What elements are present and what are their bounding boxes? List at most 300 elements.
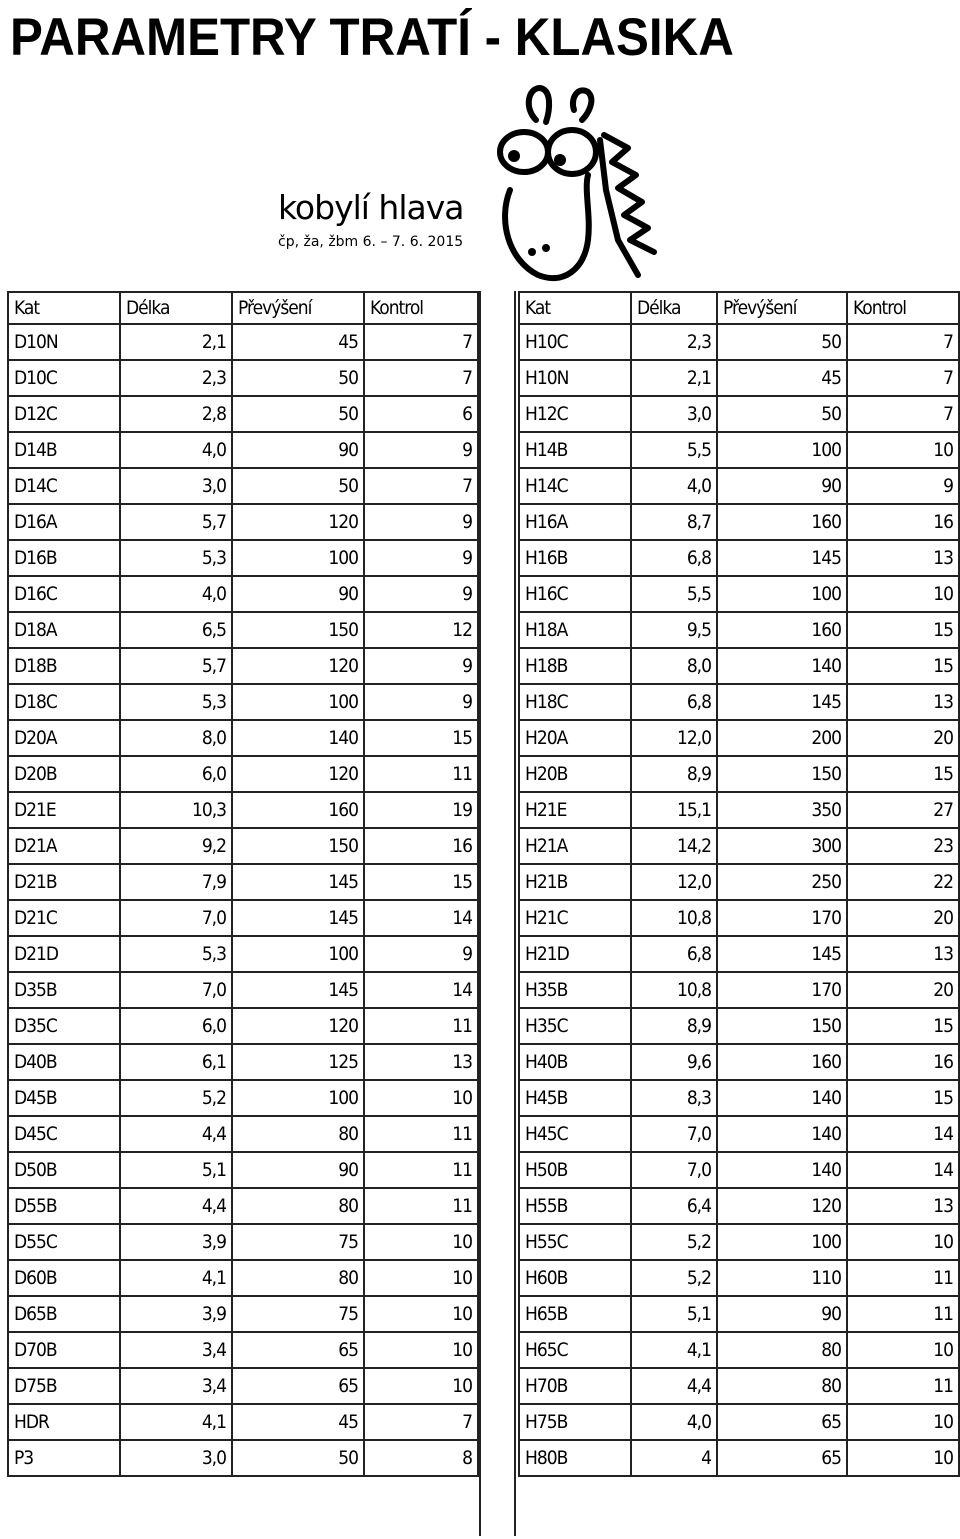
table-cell: 7 bbox=[364, 324, 478, 360]
table-cell: 8 bbox=[364, 1440, 478, 1476]
table-row bbox=[8, 792, 478, 828]
table-cell: 9 bbox=[364, 576, 478, 612]
table-cell: 7,0 bbox=[120, 900, 232, 936]
table-row bbox=[8, 360, 478, 396]
table-cell: 15,1 bbox=[631, 792, 717, 828]
table-cell: H65B bbox=[519, 1296, 631, 1332]
table-cell: 160 bbox=[717, 1044, 847, 1080]
table-cell: 100 bbox=[717, 432, 847, 468]
table-cell: 27 bbox=[847, 792, 959, 828]
table-cell: 5,3 bbox=[120, 684, 232, 720]
table-cell: 10,3 bbox=[120, 792, 232, 828]
table-cell: 9 bbox=[364, 648, 478, 684]
table-row bbox=[519, 1008, 959, 1044]
table-cell: 3,0 bbox=[120, 468, 232, 504]
table-cell: 6,4 bbox=[631, 1188, 717, 1224]
table-cell: 5,7 bbox=[120, 648, 232, 684]
table-cell: 13 bbox=[847, 1188, 959, 1224]
table-cell: 11 bbox=[364, 756, 478, 792]
table-cell: 5,5 bbox=[631, 432, 717, 468]
table-cell: 145 bbox=[717, 936, 847, 972]
table-cell: 5,7 bbox=[120, 504, 232, 540]
table-cell: D70B bbox=[8, 1332, 120, 1368]
table-cell: 4,0 bbox=[631, 468, 717, 504]
table-cell: 125 bbox=[232, 1044, 364, 1080]
table-cell: 200 bbox=[717, 720, 847, 756]
table-cell: H21A bbox=[519, 828, 631, 864]
table-row bbox=[519, 1332, 959, 1368]
table-cell: 65 bbox=[232, 1368, 364, 1404]
table-row bbox=[8, 756, 478, 792]
table-cell: 75 bbox=[232, 1296, 364, 1332]
table-cell: 10 bbox=[847, 432, 959, 468]
table-row bbox=[8, 1152, 478, 1188]
column-header: Převýšení bbox=[717, 292, 847, 324]
table-cell: D45C bbox=[8, 1116, 120, 1152]
column-header: Délka bbox=[631, 292, 717, 324]
table-cell: 2,1 bbox=[631, 360, 717, 396]
table-cell: 15 bbox=[847, 1008, 959, 1044]
table-cell: 10,8 bbox=[631, 972, 717, 1008]
table-cell: H55B bbox=[519, 1188, 631, 1224]
table-cell: H14C bbox=[519, 468, 631, 504]
table-cell: 12,0 bbox=[631, 864, 717, 900]
table-cell: D16A bbox=[8, 504, 120, 540]
table-cell: H16B bbox=[519, 540, 631, 576]
table-cell: 15 bbox=[847, 1080, 959, 1116]
table-cell: 10 bbox=[847, 1440, 959, 1476]
table-row bbox=[8, 576, 478, 612]
table-cell: 2,1 bbox=[120, 324, 232, 360]
table-row bbox=[519, 828, 959, 864]
column-header: Převýšení bbox=[232, 292, 364, 324]
table-cell: 90 bbox=[232, 576, 364, 612]
table-cell: 9,6 bbox=[631, 1044, 717, 1080]
table-row bbox=[519, 324, 959, 360]
table-cell: 5,1 bbox=[120, 1152, 232, 1188]
table-cell: 10 bbox=[364, 1260, 478, 1296]
table-cell: 8,0 bbox=[120, 720, 232, 756]
table-cell: H10C bbox=[519, 324, 631, 360]
table-cell: 7,0 bbox=[631, 1152, 717, 1188]
table-cell: 100 bbox=[717, 576, 847, 612]
right-header-row bbox=[519, 292, 959, 324]
table-cell: D20B bbox=[8, 756, 120, 792]
table-cell: 10 bbox=[847, 1404, 959, 1440]
table-cell: 10 bbox=[364, 1224, 478, 1260]
table-row bbox=[519, 468, 959, 504]
table-cell: 5,2 bbox=[631, 1224, 717, 1260]
table-cell: 150 bbox=[717, 1008, 847, 1044]
table-row bbox=[519, 504, 959, 540]
table-cell: H21E bbox=[519, 792, 631, 828]
table-cell: 160 bbox=[717, 612, 847, 648]
table-cell: 20 bbox=[847, 972, 959, 1008]
table-cell: 4,0 bbox=[120, 576, 232, 612]
table-cell: 15 bbox=[847, 756, 959, 792]
table-cell: 5,2 bbox=[631, 1260, 717, 1296]
table-cell: 160 bbox=[232, 792, 364, 828]
table-cell: 145 bbox=[232, 864, 364, 900]
table-cell: 50 bbox=[232, 396, 364, 432]
table-row bbox=[8, 900, 478, 936]
table-cell: 50 bbox=[232, 1440, 364, 1476]
event-logo bbox=[278, 188, 463, 252]
table-cell: 11 bbox=[847, 1260, 959, 1296]
table-cell: D18A bbox=[8, 612, 120, 648]
table-cell: 4,0 bbox=[631, 1404, 717, 1440]
table-cell: 4,1 bbox=[120, 1260, 232, 1296]
table-cell: 100 bbox=[232, 540, 364, 576]
left-course-table bbox=[7, 291, 479, 1477]
table-cell: H35C bbox=[519, 1008, 631, 1044]
table-row bbox=[519, 540, 959, 576]
table-row bbox=[519, 1224, 959, 1260]
table-cell: D65B bbox=[8, 1296, 120, 1332]
table-cell: 9 bbox=[364, 432, 478, 468]
table-divider bbox=[479, 291, 516, 1536]
table-row bbox=[8, 864, 478, 900]
table-row bbox=[8, 720, 478, 756]
table-cell: D18C bbox=[8, 684, 120, 720]
table-row bbox=[519, 648, 959, 684]
table-cell: 145 bbox=[232, 972, 364, 1008]
table-row bbox=[8, 1188, 478, 1224]
column-header: Kontrol bbox=[847, 292, 959, 324]
table-row bbox=[519, 1368, 959, 1404]
table-cell: 10 bbox=[847, 1224, 959, 1260]
table-row bbox=[519, 360, 959, 396]
table-cell: 75 bbox=[232, 1224, 364, 1260]
table-row bbox=[519, 612, 959, 648]
table-cell: 160 bbox=[717, 504, 847, 540]
table-cell: 8,0 bbox=[631, 648, 717, 684]
table-cell: 12 bbox=[364, 612, 478, 648]
table-cell: 7,9 bbox=[120, 864, 232, 900]
table-cell: 12,0 bbox=[631, 720, 717, 756]
table-cell: 15 bbox=[364, 720, 478, 756]
table-cell: 80 bbox=[232, 1260, 364, 1296]
right-course-table bbox=[518, 291, 960, 1477]
table-cell: 145 bbox=[717, 540, 847, 576]
table-cell: 14 bbox=[847, 1152, 959, 1188]
table-cell: 6,5 bbox=[120, 612, 232, 648]
table-cell: 45 bbox=[232, 324, 364, 360]
table-row bbox=[8, 1332, 478, 1368]
table-row bbox=[519, 576, 959, 612]
table-cell: 120 bbox=[232, 504, 364, 540]
table-cell: 7 bbox=[847, 360, 959, 396]
table-row bbox=[8, 540, 478, 576]
table-cell: 7 bbox=[364, 1404, 478, 1440]
table-cell: H55C bbox=[519, 1224, 631, 1260]
table-cell: H14B bbox=[519, 432, 631, 468]
column-header: Kat bbox=[8, 292, 120, 324]
table-row bbox=[519, 792, 959, 828]
table-cell: 120 bbox=[717, 1188, 847, 1224]
table-cell: H35B bbox=[519, 972, 631, 1008]
table-cell: 65 bbox=[232, 1332, 364, 1368]
table-cell: H18A bbox=[519, 612, 631, 648]
table-row bbox=[8, 972, 478, 1008]
table-cell: HDR bbox=[8, 1404, 120, 1440]
table-cell: 6 bbox=[364, 396, 478, 432]
table-cell: D55C bbox=[8, 1224, 120, 1260]
table-cell: 3,0 bbox=[631, 396, 717, 432]
table-cell: 9 bbox=[364, 504, 478, 540]
table-cell: 20 bbox=[847, 900, 959, 936]
table-cell: 100 bbox=[717, 1224, 847, 1260]
table-cell: 65 bbox=[717, 1440, 847, 1476]
table-cell: 4,0 bbox=[120, 432, 232, 468]
table-row bbox=[519, 1404, 959, 1440]
table-cell: 100 bbox=[232, 1080, 364, 1116]
table-row bbox=[8, 648, 478, 684]
table-cell: D21A bbox=[8, 828, 120, 864]
table-cell: 90 bbox=[232, 1152, 364, 1188]
table-cell: D21D bbox=[8, 936, 120, 972]
table-row bbox=[519, 1152, 959, 1188]
table-cell: 5,2 bbox=[120, 1080, 232, 1116]
table-cell: 50 bbox=[232, 360, 364, 396]
table-cell: D16B bbox=[8, 540, 120, 576]
table-row bbox=[519, 1296, 959, 1332]
table-cell: 6,8 bbox=[631, 684, 717, 720]
table-cell: H45C bbox=[519, 1116, 631, 1152]
table-row bbox=[8, 612, 478, 648]
table-cell: 7 bbox=[364, 360, 478, 396]
table-cell: 170 bbox=[717, 972, 847, 1008]
table-cell: D10C bbox=[8, 360, 120, 396]
table-cell: D55B bbox=[8, 1188, 120, 1224]
table-row bbox=[8, 1008, 478, 1044]
table-row bbox=[8, 1296, 478, 1332]
table-cell: 140 bbox=[232, 720, 364, 756]
table-cell: 22 bbox=[847, 864, 959, 900]
table-cell: 11 bbox=[847, 1296, 959, 1332]
table-row bbox=[8, 396, 478, 432]
table-row bbox=[519, 432, 959, 468]
table-cell: H12C bbox=[519, 396, 631, 432]
table-cell: 15 bbox=[364, 864, 478, 900]
table-cell: H20A bbox=[519, 720, 631, 756]
table-row bbox=[519, 396, 959, 432]
table-cell: 4,4 bbox=[631, 1368, 717, 1404]
table-cell: 8,7 bbox=[631, 504, 717, 540]
table-cell: 140 bbox=[717, 1152, 847, 1188]
table-cell: H21D bbox=[519, 936, 631, 972]
table-row bbox=[519, 684, 959, 720]
table-cell: 80 bbox=[717, 1332, 847, 1368]
table-row bbox=[8, 936, 478, 972]
table-cell: H20B bbox=[519, 756, 631, 792]
table-cell: 4 bbox=[631, 1440, 717, 1476]
table-cell: 350 bbox=[717, 792, 847, 828]
table-cell: 16 bbox=[847, 504, 959, 540]
table-cell: 300 bbox=[717, 828, 847, 864]
table-cell: 4,1 bbox=[120, 1404, 232, 1440]
table-cell: 120 bbox=[232, 648, 364, 684]
table-cell: H10N bbox=[519, 360, 631, 396]
table-cell: 65 bbox=[717, 1404, 847, 1440]
table-cell: H65C bbox=[519, 1332, 631, 1368]
table-cell: D35B bbox=[8, 972, 120, 1008]
table-cell: D21C bbox=[8, 900, 120, 936]
table-cell: 19 bbox=[364, 792, 478, 828]
table-cell: H75B bbox=[519, 1404, 631, 1440]
table-cell: 9 bbox=[364, 540, 478, 576]
table-row bbox=[8, 1404, 478, 1440]
table-cell: 5,5 bbox=[631, 576, 717, 612]
table-row bbox=[519, 1044, 959, 1080]
event-name: kobylí hlava bbox=[278, 188, 464, 227]
table-cell: 7 bbox=[364, 468, 478, 504]
table-cell: D14B bbox=[8, 432, 120, 468]
table-cell: D60B bbox=[8, 1260, 120, 1296]
table-cell: 10,8 bbox=[631, 900, 717, 936]
table-cell: 5,1 bbox=[631, 1296, 717, 1332]
table-row bbox=[519, 756, 959, 792]
table-cell: 145 bbox=[232, 900, 364, 936]
table-cell: H16A bbox=[519, 504, 631, 540]
table-row bbox=[8, 1368, 478, 1404]
table-cell: H70B bbox=[519, 1368, 631, 1404]
table-cell: 90 bbox=[232, 432, 364, 468]
table-row bbox=[519, 864, 959, 900]
table-cell: 10 bbox=[364, 1296, 478, 1332]
table-cell: 10 bbox=[364, 1080, 478, 1116]
table-cell: 9 bbox=[847, 468, 959, 504]
table-cell: 4,4 bbox=[120, 1116, 232, 1152]
table-cell: 15 bbox=[847, 648, 959, 684]
table-cell: 120 bbox=[232, 756, 364, 792]
table-row bbox=[8, 1116, 478, 1152]
table-cell: 140 bbox=[717, 648, 847, 684]
table-cell: D18B bbox=[8, 648, 120, 684]
table-cell: 16 bbox=[847, 1044, 959, 1080]
column-header: Kontrol bbox=[364, 292, 478, 324]
table-cell: 13 bbox=[847, 540, 959, 576]
table-cell: 14,2 bbox=[631, 828, 717, 864]
table-cell: D16C bbox=[8, 576, 120, 612]
table-cell: 120 bbox=[232, 1008, 364, 1044]
table-cell: 11 bbox=[364, 1008, 478, 1044]
table-cell: 100 bbox=[232, 684, 364, 720]
table-cell: D75B bbox=[8, 1368, 120, 1404]
table-cell: 8,9 bbox=[631, 756, 717, 792]
table-cell: 3,9 bbox=[120, 1296, 232, 1332]
table-cell: D14C bbox=[8, 468, 120, 504]
page-title: PARAMETRY TRATÍ - KLASIKA bbox=[10, 8, 734, 67]
table-cell: 3,0 bbox=[120, 1440, 232, 1476]
table-cell: 10 bbox=[847, 1332, 959, 1368]
table-cell: 10 bbox=[847, 576, 959, 612]
table-cell: H40B bbox=[519, 1044, 631, 1080]
table-row bbox=[519, 1116, 959, 1152]
table-row bbox=[8, 1260, 478, 1296]
table-cell: 145 bbox=[717, 684, 847, 720]
table-row bbox=[8, 324, 478, 360]
table-cell: D40B bbox=[8, 1044, 120, 1080]
table-row bbox=[8, 828, 478, 864]
table-cell: 14 bbox=[364, 972, 478, 1008]
table-cell: H50B bbox=[519, 1152, 631, 1188]
table-row bbox=[8, 504, 478, 540]
table-cell: 140 bbox=[717, 1080, 847, 1116]
table-cell: 80 bbox=[232, 1188, 364, 1224]
table-cell: D45B bbox=[8, 1080, 120, 1116]
table-cell: 8,9 bbox=[631, 1008, 717, 1044]
table-cell: 90 bbox=[717, 1296, 847, 1332]
table-cell: 45 bbox=[232, 1404, 364, 1440]
table-row bbox=[8, 1224, 478, 1260]
table-row bbox=[8, 684, 478, 720]
table-cell: 9,2 bbox=[120, 828, 232, 864]
table-cell: 14 bbox=[847, 1116, 959, 1152]
horse-head-icon bbox=[488, 80, 688, 290]
table-cell: 7,0 bbox=[120, 972, 232, 1008]
table-row bbox=[519, 1440, 959, 1476]
table-row bbox=[8, 1440, 478, 1476]
table-cell: 2,3 bbox=[120, 360, 232, 396]
table-cell: H80B bbox=[519, 1440, 631, 1476]
table-cell: 2,8 bbox=[120, 396, 232, 432]
table-cell: 100 bbox=[232, 936, 364, 972]
table-cell: 80 bbox=[232, 1116, 364, 1152]
table-cell: 150 bbox=[232, 612, 364, 648]
table-cell: 14 bbox=[364, 900, 478, 936]
table-cell: 15 bbox=[847, 612, 959, 648]
table-cell: 3,4 bbox=[120, 1368, 232, 1404]
table-cell: 3,9 bbox=[120, 1224, 232, 1260]
table-cell: H21B bbox=[519, 864, 631, 900]
table-cell: 50 bbox=[232, 468, 364, 504]
table-cell: H18C bbox=[519, 684, 631, 720]
table-row bbox=[519, 936, 959, 972]
table-cell: 6,8 bbox=[631, 540, 717, 576]
table-cell: 3,4 bbox=[120, 1332, 232, 1368]
table-cell: 23 bbox=[847, 828, 959, 864]
table-cell: 7 bbox=[847, 324, 959, 360]
table-cell: 6,0 bbox=[120, 1008, 232, 1044]
table-cell: 4,1 bbox=[631, 1332, 717, 1368]
table-cell: 140 bbox=[717, 1116, 847, 1152]
table-cell: 11 bbox=[847, 1368, 959, 1404]
event-dates: čp, ža, žbm 6. – 7. 6. 2015 bbox=[278, 234, 464, 250]
table-cell: 10 bbox=[364, 1332, 478, 1368]
table-cell: D35C bbox=[8, 1008, 120, 1044]
table-cell: D50B bbox=[8, 1152, 120, 1188]
table-cell: 9 bbox=[364, 936, 478, 972]
table-cell: 4,4 bbox=[120, 1188, 232, 1224]
table-cell: 45 bbox=[717, 360, 847, 396]
table-row bbox=[8, 468, 478, 504]
table-cell: H45B bbox=[519, 1080, 631, 1116]
table-cell: 150 bbox=[232, 828, 364, 864]
table-cell: H21C bbox=[519, 900, 631, 936]
table-cell: 170 bbox=[717, 900, 847, 936]
table-cell: 7 bbox=[847, 396, 959, 432]
table-cell: 110 bbox=[717, 1260, 847, 1296]
table-cell: 250 bbox=[717, 864, 847, 900]
table-cell: 6,0 bbox=[120, 756, 232, 792]
table-cell: 80 bbox=[717, 1368, 847, 1404]
table-cell: 11 bbox=[364, 1152, 478, 1188]
table-cell: 10 bbox=[364, 1368, 478, 1404]
table-cell: H16C bbox=[519, 576, 631, 612]
table-cell: H60B bbox=[519, 1260, 631, 1296]
table-cell: D21B bbox=[8, 864, 120, 900]
